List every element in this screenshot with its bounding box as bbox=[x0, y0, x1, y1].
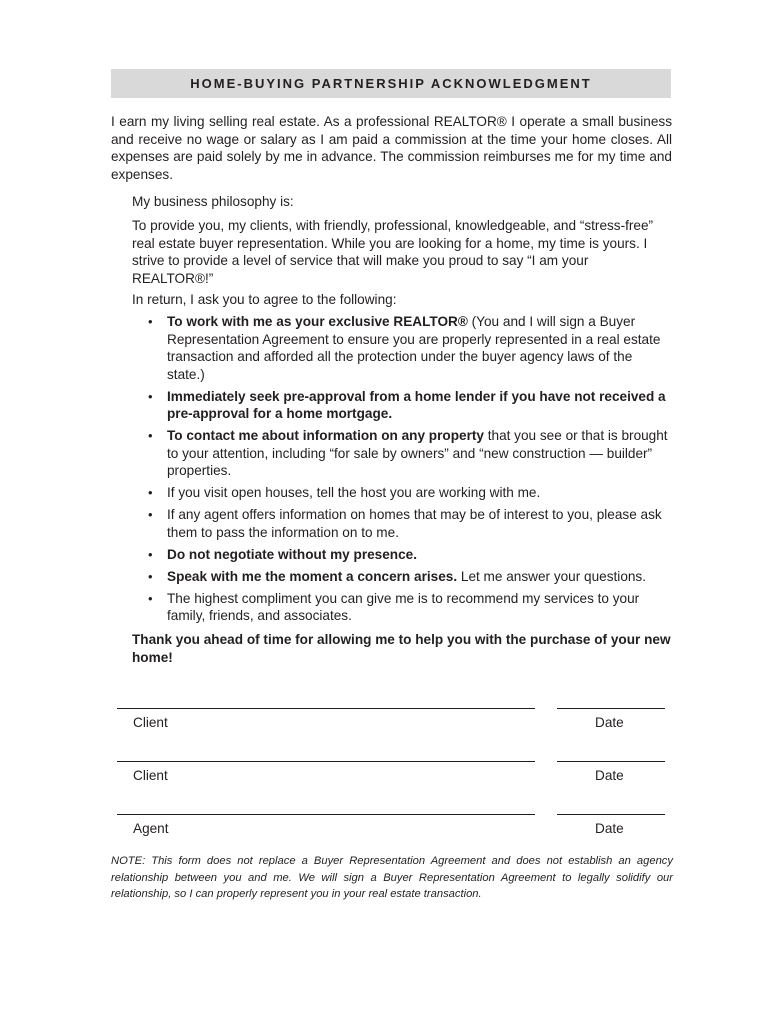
second-client-date-line[interactable] bbox=[557, 761, 665, 762]
bullet-icon: • bbox=[148, 314, 153, 329]
client-signature-line[interactable] bbox=[117, 708, 535, 709]
thank-you-statement: Thank you ahead of time for allowing me to help you with the purchase of your new home! bbox=[132, 632, 671, 665]
client-signature-label: Client bbox=[133, 715, 168, 730]
disclaimer-note: NOTE: This form does not replace a Buyer Representation Agreement and does not establish an agency relationship between you and me. We will sign a Buyer Representation Agreement to legally solidify our relationship, so I can properly represent you in your real estate transaction. bbox=[111, 855, 673, 900]
list-item bbox=[148, 590, 673, 625]
agent-date-line[interactable] bbox=[557, 814, 665, 815]
document-title: HOME-BUYING PARTNERSHIP ACKNOWLEDGMENT bbox=[190, 76, 592, 91]
bullet-bold-text: Immediately seek pre-approval from a home lender if you have not received a pre-approval for a home mortgage. bbox=[167, 388, 666, 421]
agreement-list bbox=[148, 313, 673, 629]
intro-paragraph: I earn my living selling real estate. As a professional REALTOR® I operate a small business and receive no wage or salary as I am paid a commission at the time your home closes. All expenses are paid solely by me in advance. The commission reimburses me for my time and expenses. bbox=[111, 114, 672, 182]
bullet-text: Let me answer your questions. bbox=[457, 568, 647, 584]
title-banner bbox=[111, 69, 671, 98]
agent-signature-label: Agent bbox=[133, 821, 169, 836]
bullet-text: If you visit open houses, tell the host you are working with me. bbox=[167, 485, 541, 500]
agent-signature-line[interactable] bbox=[117, 814, 535, 815]
list-item bbox=[148, 484, 673, 502]
list-item bbox=[148, 546, 673, 564]
bullet-icon: • bbox=[148, 485, 153, 500]
second-client-date-label: Date bbox=[595, 768, 624, 783]
request-heading: In return, I ask you to agree to the following: bbox=[132, 292, 397, 307]
list-item bbox=[148, 427, 673, 480]
bullet-icon: • bbox=[148, 507, 153, 522]
client-date-line[interactable] bbox=[557, 708, 665, 709]
bullet-bold-text: Speak with me the moment a concern arises. bbox=[167, 568, 458, 584]
list-item bbox=[148, 568, 673, 586]
bullet-text: If any agent offers information on homes that may be of interest to you, please ask them to pass the information on to me. bbox=[167, 507, 662, 540]
bullet-icon: • bbox=[148, 388, 153, 404]
second-client-signature-label: Client bbox=[133, 768, 168, 783]
bullet-text: (You and I will sign a Buyer Representation Agreement to ensure you are properly represented in a real estate transaction and afforded all the protection under the buyer agency laws of the state.) bbox=[167, 314, 661, 382]
bullet-icon: • bbox=[148, 590, 153, 606]
philosophy-heading: My business philosophy is: bbox=[132, 194, 294, 209]
philosophy-paragraph: To provide you, my clients, with friendly, professional, knowledgeable, and “stress-free” real estate buyer representation. While you are looking for a home, my time is yours. I strive to provide a level of service that will make you proud to say “I am your REALTOR®!” bbox=[132, 218, 654, 286]
bullet-icon: • bbox=[148, 546, 153, 562]
second-client-signature-line[interactable] bbox=[117, 761, 535, 762]
list-item bbox=[148, 313, 673, 383]
bullet-text: The highest compliment you can give me is to recommend my services to your family, friends, and associates. bbox=[167, 590, 640, 623]
bullet-bold-text: Do not negotiate without my presence. bbox=[167, 546, 417, 562]
list-item bbox=[148, 506, 673, 541]
bullet-bold-text: To contact me about information on any property bbox=[167, 428, 484, 443]
list-item bbox=[148, 388, 673, 423]
client-date-label: Date bbox=[595, 715, 624, 730]
agent-date-label: Date bbox=[595, 821, 624, 836]
bullet-bold-text: To work with me as your exclusive REALTOR® bbox=[167, 314, 468, 329]
bullet-text: that you see or that is brought to your attention, including “for sale by owners” and “new construction — builder” properties. bbox=[167, 428, 668, 478]
bullet-icon: • bbox=[148, 568, 153, 584]
bullet-icon: • bbox=[148, 428, 153, 443]
